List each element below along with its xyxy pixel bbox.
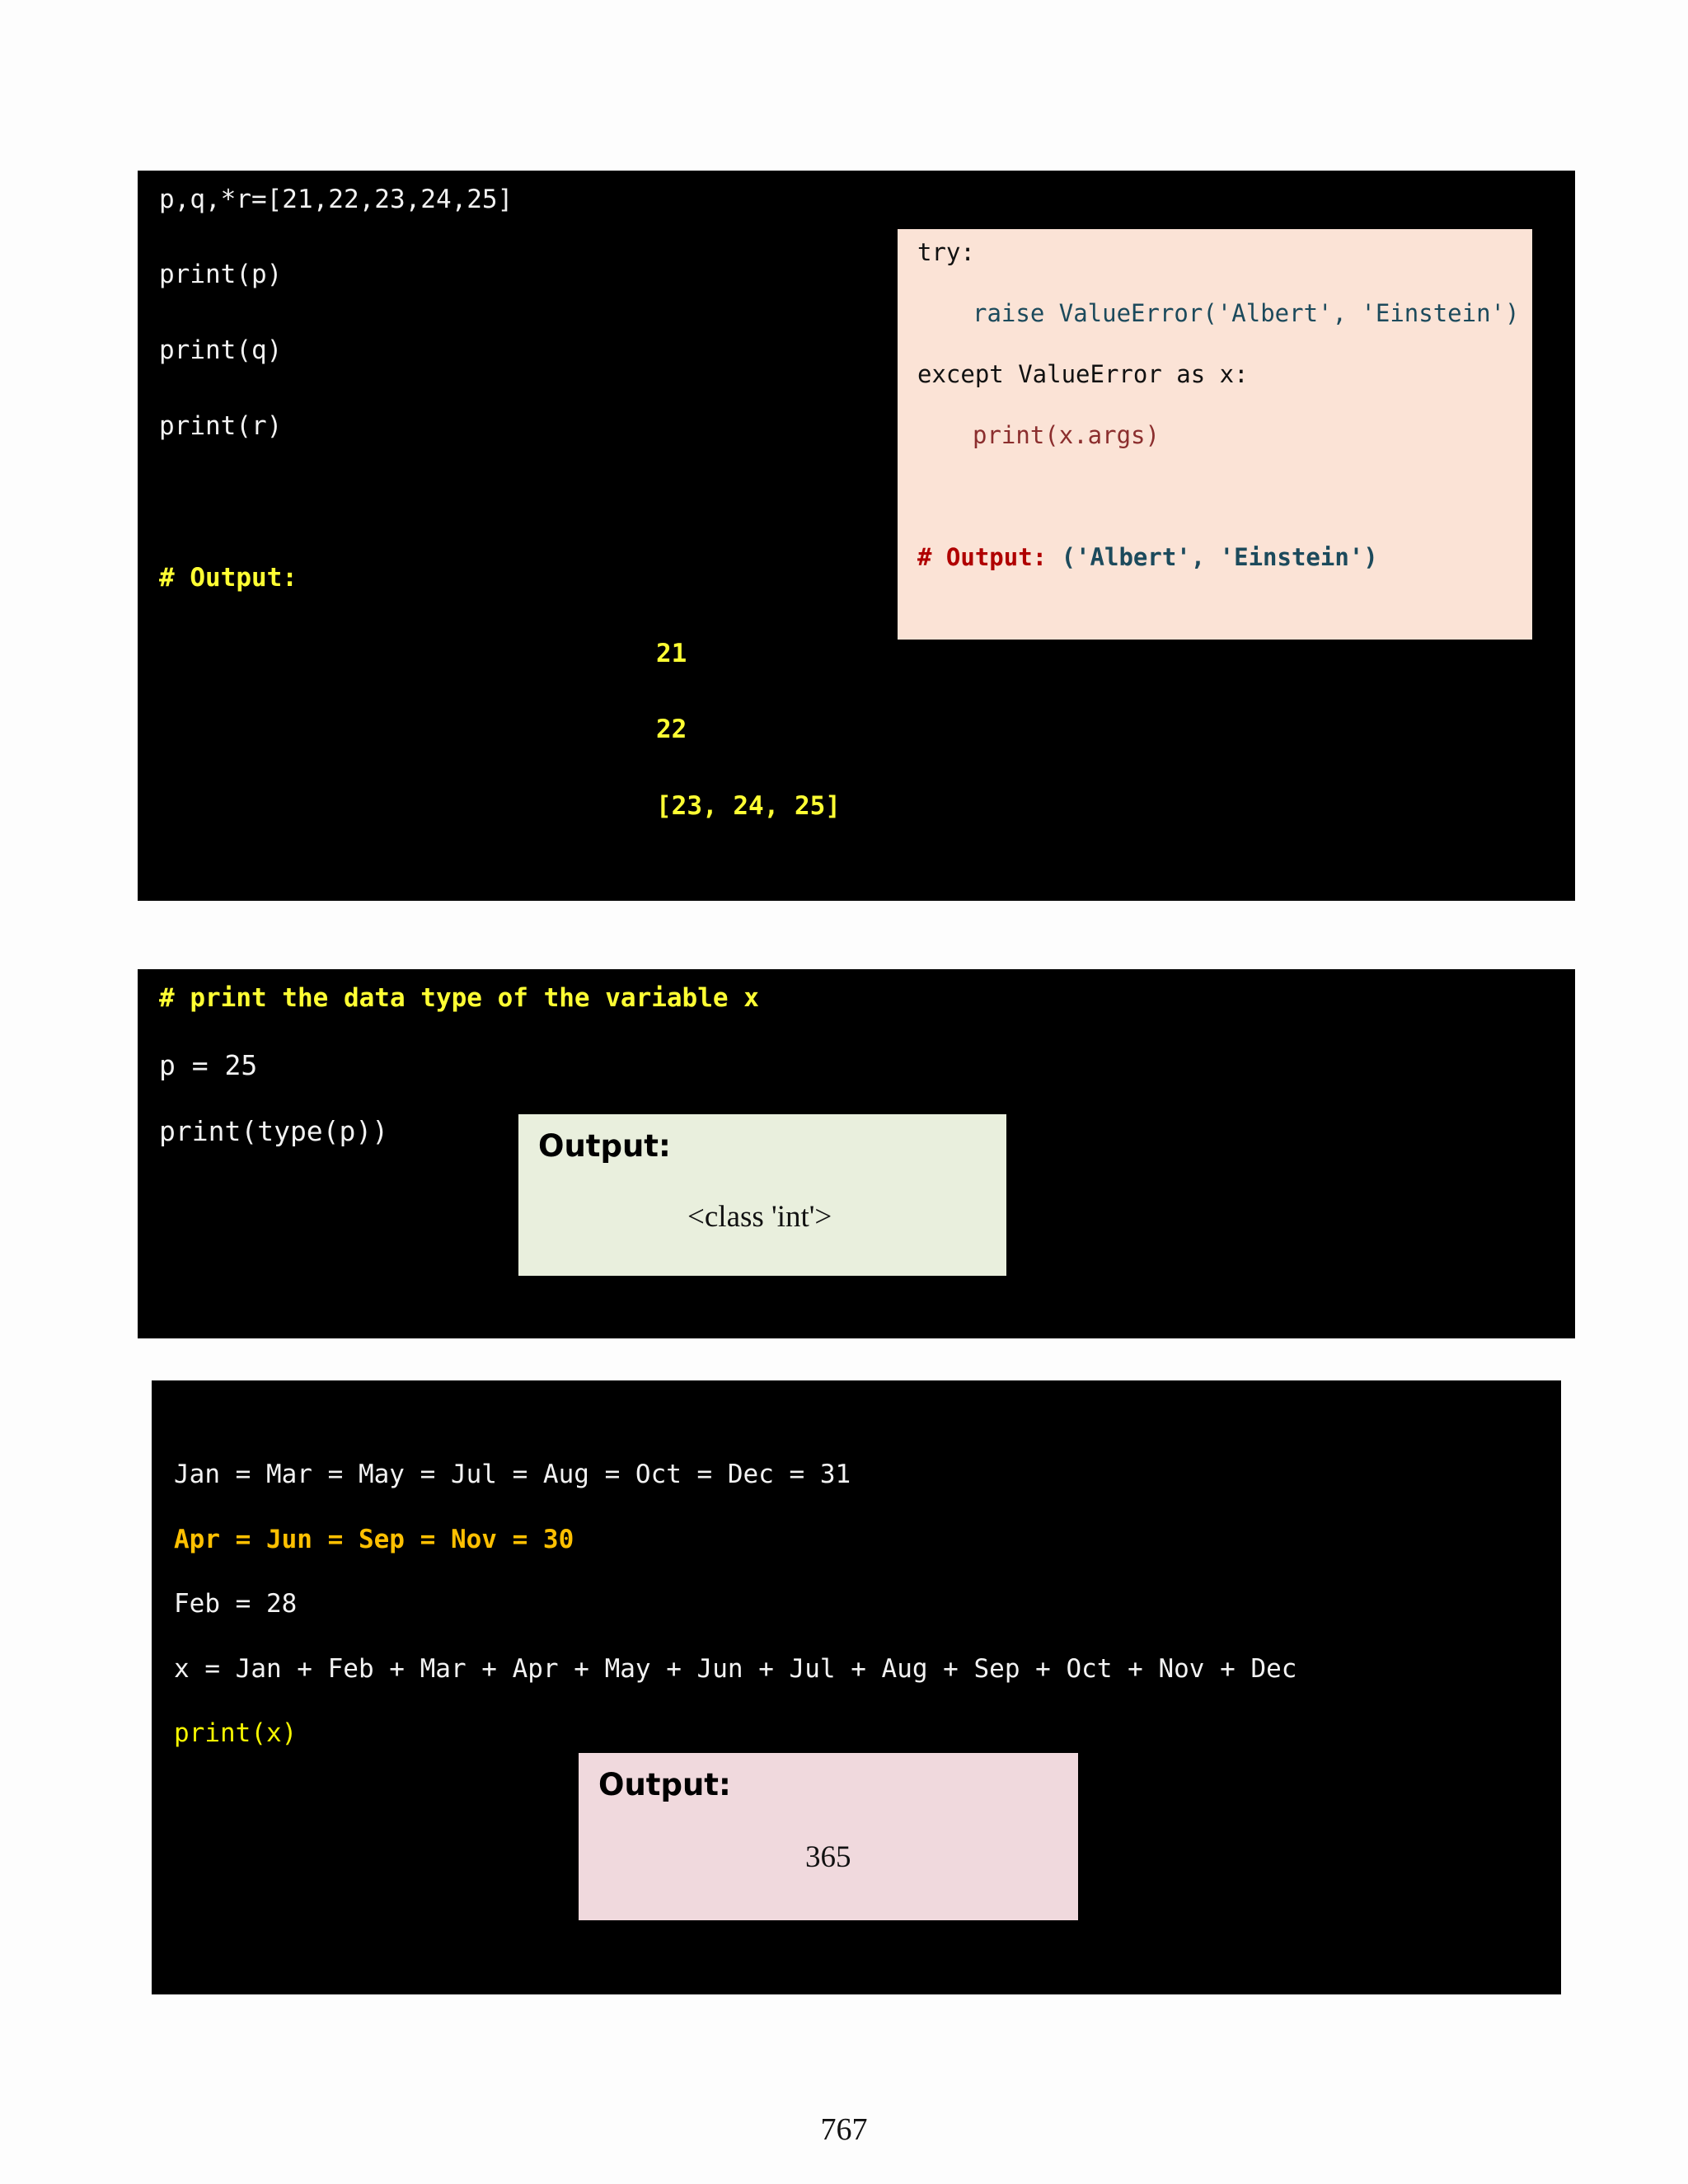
print-type-line: print(type(p)) bbox=[159, 1115, 389, 1147]
code-line-unpack: p,q,*r=[21,22,23,24,25] bbox=[159, 185, 513, 214]
raise-line: raise ValueError('Albert', 'Einstein') bbox=[973, 299, 1520, 327]
code-line-print-r: print(r) bbox=[159, 411, 283, 441]
output-label: # Output: bbox=[159, 563, 298, 593]
feb-line: Feb = 28 bbox=[174, 1589, 298, 1619]
comment-line: # print the data type of the variable x bbox=[159, 983, 759, 1013]
output-box-sum bbox=[579, 1753, 1078, 1920]
assign-line: p = 25 bbox=[159, 1049, 258, 1081]
months-30-line: Apr = Jun = Sep = Nov = 30 bbox=[174, 1525, 574, 1554]
code-line-print-p: print(p) bbox=[159, 260, 283, 289]
try-output-value: ('Albert', 'Einstein') bbox=[1061, 543, 1378, 571]
try-output-line bbox=[917, 543, 1378, 571]
try-output-label: # Output: bbox=[917, 543, 1048, 571]
output-box-title: Output: bbox=[538, 1128, 671, 1164]
try-keyword-line: try: bbox=[917, 238, 975, 266]
output-line-list: [23, 24, 25] bbox=[656, 791, 841, 821]
try-except-note bbox=[898, 229, 1532, 640]
output-box-type bbox=[518, 1114, 1006, 1276]
output-line-22: 22 bbox=[656, 715, 687, 744]
output-box-title: Output: bbox=[598, 1767, 731, 1802]
output-box-value: 365 bbox=[805, 1840, 851, 1874]
output-line-21: 21 bbox=[656, 639, 687, 668]
print-args-line: print(x.args) bbox=[973, 421, 1160, 449]
except-line: except ValueError as x: bbox=[917, 360, 1249, 388]
page-number: 767 bbox=[820, 2112, 868, 2147]
months-31-line: Jan = Mar = May = Jul = Aug = Oct = Dec = 31 bbox=[174, 1460, 851, 1489]
output-box-value: <class 'int'> bbox=[687, 1200, 832, 1234]
code-line-print-q: print(q) bbox=[159, 335, 283, 365]
print-x-line: print(x) bbox=[174, 1718, 298, 1748]
sum-line: x = Jan + Feb + Mar + Apr + May + Jun + Jul + Aug + Sep + Oct + Nov + Dec bbox=[174, 1654, 1297, 1684]
